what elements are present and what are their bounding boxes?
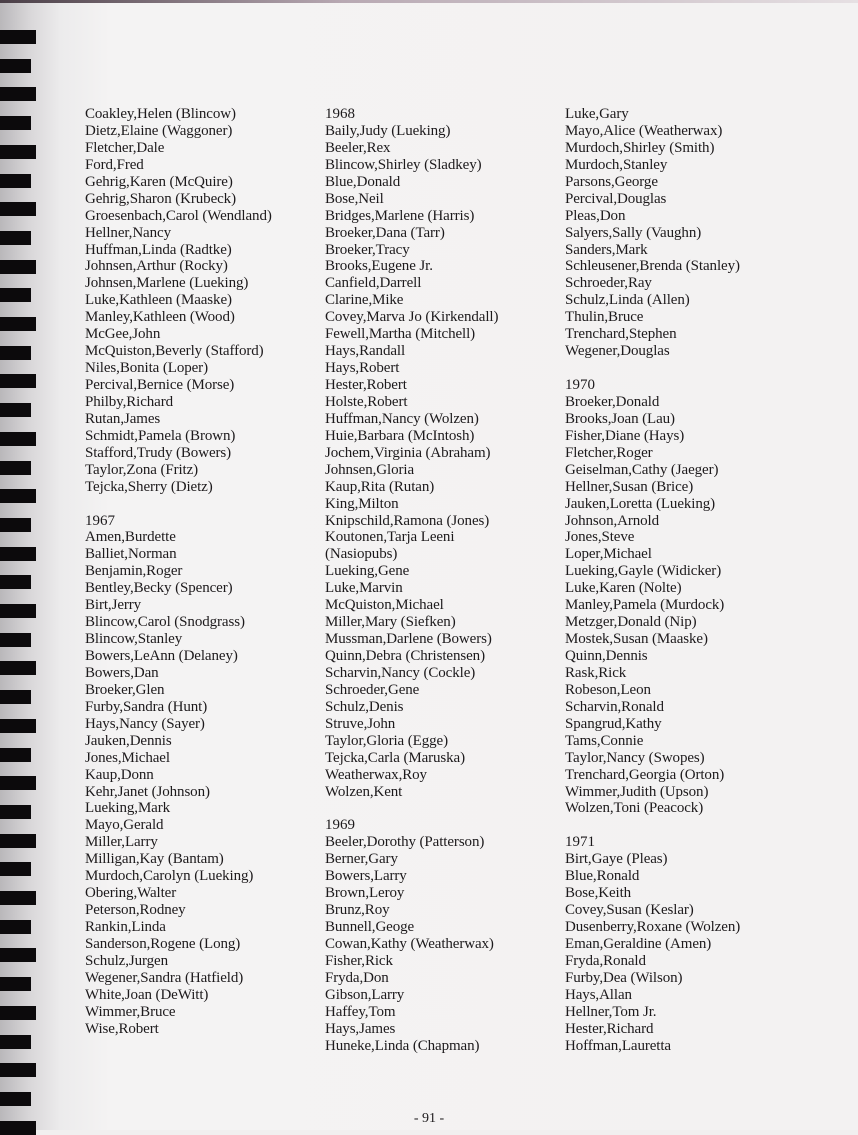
name-entry: Quinn,Debra (Christensen) [325, 648, 485, 664]
binding-ring [0, 403, 31, 417]
names-column-1 [85, 106, 310, 1055]
name-entry: Gehrig,Karen (McQuire) [85, 173, 233, 190]
name-entry: Manley,Kathleen (Wood) [85, 309, 235, 326]
name-entry: Schulz,Linda (Allen) [565, 292, 690, 309]
name-entry: White,Joan (DeWitt) [85, 986, 209, 1003]
name-entry: Hester,Robert [325, 377, 407, 393]
binding-ring [0, 1063, 36, 1077]
name-entry: Obering,Walter [85, 885, 177, 902]
name-entry: Furby,Dea (Wilson) [565, 969, 683, 986]
name-entry: Bentley,Becky (Spencer) [85, 580, 233, 597]
name-entry: Brunz,Roy [325, 902, 390, 919]
name-entry: Johnsen,Gloria [325, 461, 415, 478]
name-entry: Scharvin,Ronald [565, 698, 664, 715]
name-entry: Weatherwax,Roy [325, 766, 427, 783]
spiral-binding [0, 0, 40, 1130]
name-entry: Fewell,Martha (Mitchell) [325, 326, 476, 343]
name-entry: Parsons,George [565, 173, 658, 190]
name-entry: Hester,Richard [565, 1020, 654, 1037]
name-entry: Luke,Kathleen (Maaske) [85, 292, 232, 309]
name-entry: Wolzen,Toni (Peacock) [565, 800, 704, 817]
name-entry: Hays,Randall [325, 343, 406, 360]
name-entry: Huie,Barbara (McIntosh) [325, 427, 475, 444]
name-entry: Murdoch,Shirley (Smith) [565, 139, 715, 156]
name-entry: Gehrig,Sharon (Krubeck) [85, 190, 236, 207]
binding-ring [0, 231, 31, 245]
binding-ring [0, 575, 31, 589]
name-entry: Wegener,Douglas [565, 343, 670, 360]
name-entry: Mayo,Alice (Weatherwax) [565, 122, 723, 139]
name-entry: Johnsen,Arthur (Rocky) [85, 258, 228, 275]
name-entry: Balliet,Norman [85, 546, 177, 563]
name-entry: Blincow,Stanley [85, 631, 183, 648]
binding-ring [0, 748, 31, 762]
name-entry: Covey,Marva Jo (Kirkendall) [325, 309, 499, 326]
name-entry: Fryda,Don [325, 969, 389, 986]
name-entry: Spangrud,Kathy [565, 715, 662, 732]
name-entry: Milligan,Kay (Bantam) [85, 851, 224, 868]
name-entry: Sanderson,Rogene (Long) [85, 935, 241, 952]
name-entry: Struve,John [325, 715, 396, 732]
name-entry: Blue,Donald [325, 173, 401, 190]
name-entry: Jauken,Loretta (Lueking) [565, 495, 716, 512]
name-entry: Mussman,Darlene (Bowers) [325, 631, 492, 648]
year-heading: 1970 [565, 377, 595, 393]
name-entry: Peterson,Rodney [85, 902, 186, 919]
name-entry: Scharvin,Nancy (Cockle) [325, 664, 476, 681]
binding-ring [0, 547, 36, 561]
page-number: - 91 - [413, 1111, 445, 1126]
name-entry: Bose,Neil [325, 190, 384, 207]
name-entry: Loper,Michael [565, 546, 652, 563]
name-entry: Tejcka,Carla (Maruska) [325, 749, 466, 766]
name-entry: Trenchard,Stephen [565, 326, 677, 343]
name-entry: Bridges,Marlene (Harris) [325, 207, 475, 224]
name-entry: Haffey,Tom [325, 1003, 396, 1020]
name-entry: Wolzen,Kent [325, 783, 403, 800]
name-entry: Lueking,Gayle (Widicker) [565, 563, 722, 580]
name-entry: Luke,Marvin [325, 580, 403, 597]
name-entry: Fletcher,Dale [85, 139, 165, 156]
name-entry: Canfield,Darrell [325, 275, 422, 292]
name-entry: Hays,Robert [325, 360, 400, 377]
name-entry: Broeker,Glen [85, 681, 165, 698]
name-entry: Hellner,Nancy [85, 224, 171, 241]
binding-ring [0, 719, 36, 733]
name-entry: Huffman,Nancy (Wolzen) [325, 410, 479, 427]
binding-ring [0, 30, 36, 44]
name-entry: Dusenberry,Roxane (Wolzen) [565, 919, 741, 935]
name-entry: Brooks,Joan (Lau) [565, 410, 675, 427]
name-entry: Niles,Bonita (Loper) [85, 360, 208, 377]
name-entry: (Nasiopubs) [325, 546, 398, 563]
binding-ring [0, 87, 36, 101]
name-entry: Blue,Ronald [565, 868, 640, 885]
name-entry: Kaup,Rita (Rutan) [325, 478, 435, 495]
name-entry: Lueking,Mark [85, 800, 171, 817]
name-entry: Covey,Susan (Keslar) [565, 902, 694, 919]
name-entry: Schulz,Jurgen [85, 952, 168, 969]
binding-ring [0, 1006, 36, 1020]
name-entry: Tams,Connie [565, 732, 644, 749]
name-entry: Sanders,Mark [565, 241, 648, 258]
name-entry: Hellner,Susan (Brice) [565, 478, 694, 495]
name-entry: Johnson,Arnold [565, 512, 660, 529]
name-entry: Murdoch,Stanley [565, 156, 668, 173]
name-entry: Robeson,Leon [565, 681, 651, 698]
name-entry: Hays,Nancy (Sayer) [85, 715, 205, 732]
page-top-edge [0, 0, 858, 3]
name-entry: Gibson,Larry [325, 986, 405, 1003]
name-entry: Miller,Larry [85, 834, 158, 851]
binding-ring [0, 461, 31, 475]
name-entry: Rutan,James [85, 410, 161, 427]
name-entry: Miller,Mary (Siefken) [325, 614, 456, 631]
name-entry: Hays,Allan [565, 986, 632, 1003]
name-entry: Thulin,Bruce [565, 309, 644, 326]
names-column-2 [325, 106, 560, 1071]
name-entry: Pleas,Don [565, 207, 626, 224]
name-entry: Taylor,Gloria (Egge) [325, 732, 448, 749]
binding-ring [0, 202, 36, 216]
binding-ring [0, 518, 31, 532]
binding-ring [0, 805, 31, 819]
name-entry: Amen,Burdette [85, 529, 176, 546]
name-entry: Groesenbach,Carol (Wendland) [85, 207, 272, 224]
name-entry: Schroeder,Gene [325, 681, 420, 698]
name-entry: Wise,Robert [85, 1020, 159, 1037]
binding-ring [0, 1092, 31, 1106]
name-entry: Blincow,Shirley (Sladkey) [325, 156, 482, 173]
name-entry: Rask,Rick [565, 664, 627, 681]
name-entry: Wegener,Sandra (Hatfield) [85, 969, 244, 986]
name-entry: Furby,Sandra (Hunt) [85, 698, 208, 715]
year-group [325, 106, 560, 800]
binding-ring [0, 374, 36, 388]
name-entry: Salyers,Sally (Vaughn) [565, 224, 702, 241]
binding-ring [0, 1035, 31, 1049]
year-group [85, 106, 310, 496]
year-heading: 1971 [565, 834, 595, 851]
name-entry: Fisher,Diane (Hays) [565, 427, 685, 444]
name-entry: Kehr,Janet (Johnson) [85, 783, 210, 800]
year-group [325, 817, 560, 1054]
binding-ring [0, 260, 36, 274]
name-entry: Beeler,Dorothy (Patterson) [325, 834, 485, 851]
name-entry: McQuiston,Beverly (Stafford) [85, 343, 264, 360]
year-group [565, 377, 855, 817]
binding-ring [0, 116, 31, 130]
name-entry: Knipschild,Ramona (Jones) [325, 512, 490, 529]
name-entry: Broeker,Donald [565, 393, 660, 410]
name-entry: Birt,Jerry [85, 597, 142, 614]
year-heading: 1968 [325, 106, 355, 122]
name-entry: Huneke,Linda (Chapman) [325, 1037, 480, 1054]
name-entry: Geiselman,Cathy (Jaeger) [565, 461, 719, 478]
name-entry: Holste,Robert [325, 393, 408, 410]
name-entry: Wimmer,Bruce [85, 1003, 176, 1020]
name-entry: Blincow,Carol (Snodgrass) [85, 614, 245, 631]
name-entry: Murdoch,Carolyn (Lueking) [85, 868, 254, 885]
binding-ring [0, 346, 31, 360]
binding-ring [0, 317, 36, 331]
name-entry: Koutonen,Tarja Leeni [325, 529, 455, 546]
year-heading: 1967 [85, 512, 115, 529]
name-entry: Stafford,Trudy (Bowers) [85, 444, 232, 461]
name-entry: Mostek,Susan (Maaske) [565, 631, 708, 648]
name-entry: Taylor,Nancy (Swopes) [565, 749, 705, 766]
name-entry: Hays,James [325, 1020, 396, 1037]
binding-ring [0, 288, 31, 302]
binding-ring [0, 891, 36, 905]
name-entry: Johnsen,Marlene (Lueking) [85, 275, 249, 292]
binding-ring [0, 489, 36, 503]
name-entry: Trenchard,Georgia (Orton) [565, 766, 725, 783]
year-group [565, 106, 855, 360]
name-entry: Quinn,Dennis [565, 648, 648, 664]
name-entry: Benjamin,Roger [85, 563, 183, 580]
name-entry: Fisher,Rick [325, 952, 393, 969]
name-entry: Lueking,Gene [325, 563, 410, 580]
name-entry: Hellner,Tom Jr. [565, 1003, 657, 1020]
name-entry: Manley,Pamela (Murdock) [565, 597, 725, 614]
name-entry: Tejcka,Sherry (Dietz) [85, 478, 213, 495]
name-entry: Ford,Fred [85, 156, 144, 173]
binding-ring [0, 145, 36, 159]
name-entry: Jones,Steve [565, 529, 635, 546]
name-entry: Jauken,Dennis [85, 732, 172, 749]
name-entry: Coakley,Helen (Blincow) [85, 106, 236, 122]
name-entry: Cowan,Kathy (Weatherwax) [325, 935, 494, 952]
name-entry: Mayo,Gerald [85, 817, 164, 834]
binding-ring [0, 432, 36, 446]
name-entry: Dietz,Elaine (Waggoner) [85, 122, 233, 139]
name-entry: Schulz,Denis [325, 698, 404, 715]
binding-ring [0, 690, 31, 704]
name-entry: Wimmer,Judith (Upson) [565, 783, 709, 800]
name-entry: McGee,John [85, 326, 161, 343]
name-entry: Kaup,Donn [85, 766, 154, 783]
name-entry: Berner,Gary [325, 851, 398, 868]
year-group [85, 513, 310, 1038]
name-entry: Bowers,Larry [325, 868, 407, 885]
names-column-3 [565, 106, 855, 1071]
binding-ring [0, 977, 31, 991]
name-entry: Fletcher,Roger [565, 444, 653, 461]
name-entry: Jones,Michael [85, 749, 170, 766]
name-entry: Clarine,Mike [325, 292, 404, 309]
binding-ring [0, 862, 31, 876]
name-entry: Metzger,Donald (Nip) [565, 614, 697, 631]
name-entry: Jochem,Virginia (Abraham) [325, 444, 491, 461]
binding-ring [0, 834, 36, 848]
name-entry: Fryda,Ronald [565, 952, 646, 969]
name-entry: Percival,Bernice (Morse) [85, 377, 235, 393]
name-entry: Philby,Richard [85, 393, 174, 410]
name-entry: Bose,Keith [565, 885, 632, 902]
name-entry: Schleusener,Brenda (Stanley) [565, 258, 740, 275]
name-entry: Schroeder,Ray [565, 275, 652, 292]
name-entry: Bunnell,Geoge [325, 919, 415, 935]
name-entry: Birt,Gaye (Pleas) [565, 851, 668, 868]
year-heading: 1969 [325, 817, 355, 834]
binding-ring [0, 920, 31, 934]
name-entry: Brown,Leroy [325, 885, 405, 902]
name-entry: Eman,Geraldine (Amen) [565, 935, 712, 952]
binding-ring [0, 776, 36, 790]
name-entry: King,Milton [325, 495, 399, 512]
name-entry: Percival,Douglas [565, 190, 667, 207]
name-entry: Schmidt,Pamela (Brown) [85, 427, 236, 444]
name-entry: Baily,Judy (Lueking) [325, 122, 451, 139]
name-entry: Beeler,Rex [325, 139, 391, 156]
name-entry: Hoffman,Lauretta [565, 1037, 671, 1054]
binding-ring [0, 633, 31, 647]
year-group [565, 834, 855, 1054]
name-entry: Rankin,Linda [85, 919, 166, 935]
name-entry: Luke,Gary [565, 106, 629, 122]
name-entry: Bowers,LeAnn (Delaney) [85, 648, 238, 664]
name-entry: Broeker,Dana (Tarr) [325, 224, 445, 241]
binding-ring [0, 661, 36, 675]
name-entry: Taylor,Zona (Fritz) [85, 461, 199, 478]
name-entry: Brooks,Eugene Jr. [325, 258, 433, 275]
name-entry: Bowers,Dan [85, 664, 159, 681]
name-entry: Broeker,Tracy [325, 241, 410, 258]
binding-ring [0, 948, 36, 962]
binding-ring [0, 59, 31, 73]
name-entry: McQuiston,Michael [325, 597, 444, 614]
name-entry: Luke,Karen (Nolte) [565, 580, 682, 597]
name-entry: Huffman,Linda (Radtke) [85, 241, 232, 258]
binding-ring [0, 174, 31, 188]
binding-ring [0, 604, 36, 618]
